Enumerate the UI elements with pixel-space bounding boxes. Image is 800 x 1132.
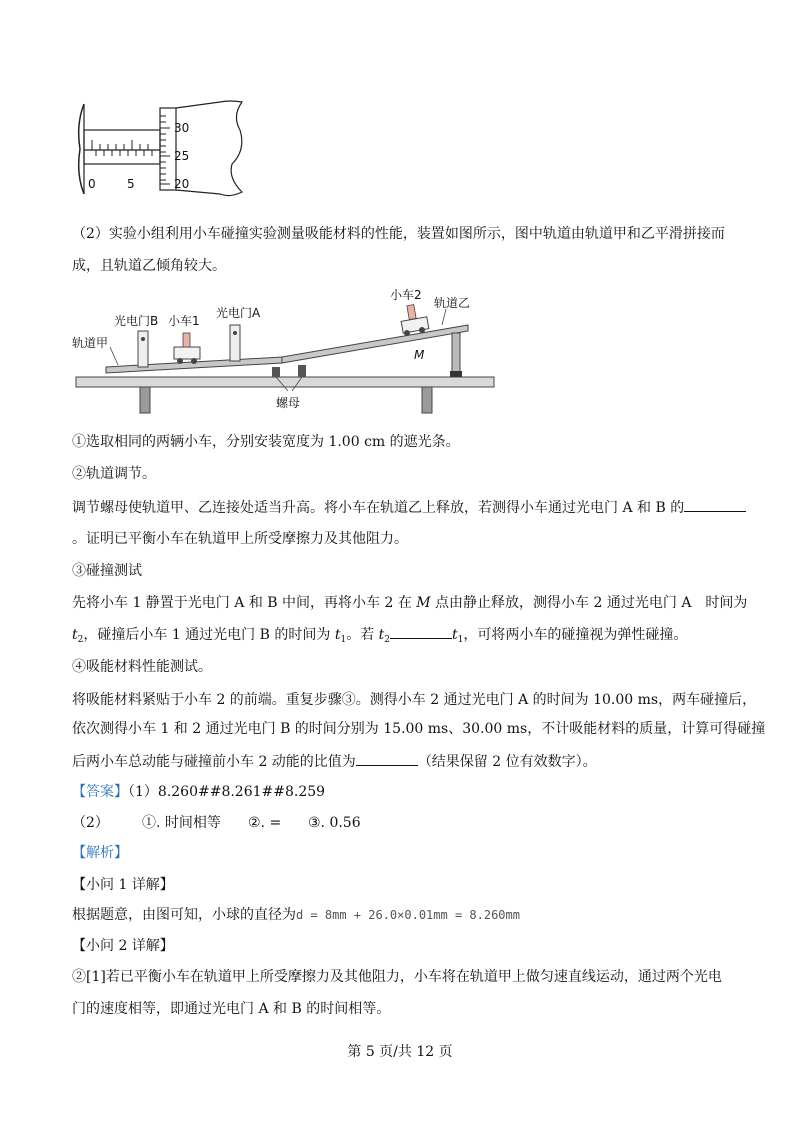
thimble-label-30: 30: [174, 121, 190, 135]
step4-line2: 依次测得小车 1 和 2 通过光电门 B 的时间分别为 15.00 ms、30.00 ms，不计吸能材料的质量，计算可得碰撞: [72, 721, 766, 737]
step3-line1: [72, 593, 747, 613]
answer-blank-2[interactable]: [390, 624, 452, 639]
label-car2: 小车2: [390, 288, 422, 302]
analysis-sub1-text: [72, 905, 520, 925]
analysis-label: 【解析】: [72, 845, 128, 861]
label-track-jia: 轨道甲: [72, 336, 109, 350]
label-car1: 小车1: [168, 314, 200, 328]
label-point-m: M: [414, 348, 425, 362]
step4-line3-a: 后两小车总动能与碰撞前小车 2 动能的比值为: [72, 754, 356, 770]
step2-title: ②轨道调节。: [72, 466, 156, 482]
main-scale-label-5: 5: [127, 177, 135, 191]
answer-line1: [72, 782, 325, 802]
answer-part1: （1）8.260##8.261##8.259: [128, 784, 326, 800]
label-gate-b: 光电门B: [114, 314, 159, 328]
label-gate-a: 光电门A: [216, 306, 261, 320]
thimble-label-25: 25: [174, 149, 190, 163]
var-t2b-sub: 2: [384, 635, 391, 645]
var-t1b-sub: 1: [457, 635, 464, 645]
label-track-yi: 轨道乙: [434, 296, 471, 310]
answer-part2-1: ①. 时间相等: [142, 815, 221, 831]
step2-line1-text: 调节螺母使轨道甲、乙连接处适当升高。将小车在轨道乙上释放，若测得小车通过光电门 A 和 B 的: [72, 500, 685, 516]
answer-part2-2: ②. =: [248, 815, 282, 831]
main-scale-label-0: 0: [88, 177, 96, 191]
analysis-sub1-title: 【小问 1 详解】: [72, 877, 174, 893]
analysis-sub1-body: 根据题意，由图可知，小球的直径为: [72, 907, 296, 923]
var-t1b: t: [452, 627, 458, 643]
var-t2b: t: [378, 627, 385, 643]
step4-title: ④吸能材料性能测试。: [72, 659, 212, 675]
analysis-sub2-line2: 门的速度相等，即通过光电门 A 和 B 的时间相等。: [72, 1001, 391, 1017]
label-nut: 螺母: [276, 396, 301, 410]
analysis-sub2-title: 【小问 2 详解】: [72, 938, 174, 954]
point-m: M: [416, 595, 431, 611]
micrometer-figure: [70, 94, 270, 204]
answer-part2-3: ③. 0.56: [308, 815, 361, 831]
q2-intro-line1: （2）实验小组利用小车碰撞实验测量吸能材料的性能，装置如图所示，图中轨道由轨道甲和乙平滑拼接而: [72, 226, 725, 242]
var-t1-sub: 1: [340, 635, 347, 645]
step3-line1-b: 点由静止释放，测得小车 2 通过光电门 A 时间为: [430, 595, 748, 611]
answer-part2-label: （2）: [72, 815, 109, 831]
step3-line2-c: ，可将两小车的碰撞视为弹性碰撞。: [463, 627, 688, 643]
q2-intro-line2: 成，且轨道乙倾角较大。: [72, 258, 226, 274]
var-t2-sub: 2: [77, 635, 84, 645]
answer-blank-1[interactable]: [684, 497, 746, 512]
answer-blank-3[interactable]: [356, 751, 418, 766]
step1: ①选取相同的两辆小车，分别安装宽度为 1.00 cm 的遮光条。: [72, 434, 460, 450]
page-footer: 第 5 页/共 12 页: [347, 1044, 453, 1060]
analysis-sub2-line1: ②[1]若已平衡小车在轨道甲上所受摩擦力及其他阻力，小车将在轨道甲上做匀速直线运动，通过两个光电: [72, 969, 722, 985]
step4-line3: [72, 751, 597, 772]
step3-title: ③碰撞测试: [72, 563, 142, 579]
step2-line1: [72, 497, 746, 518]
var-t1: t: [334, 627, 341, 643]
thimble-label-20: 20: [174, 177, 190, 191]
step3-line2-a: ，碰撞后小车 1 通过光电门 B 的时间为: [83, 627, 335, 643]
step3-line2-b: 。若: [346, 627, 379, 643]
step4-line1: 将吸能材料紧贴于小车 2 的前端。重复步骤③。测得小车 2 通过光电门 A 的时间为 10.00 ms，两车碰撞后，: [72, 692, 757, 708]
analysis-sub1-formula: d = 8mm + 26.0×0.01mm = 8.260mm: [296, 908, 520, 922]
step2-line2: 。证明已平衡小车在轨道甲上所受摩擦力及其他阻力。: [72, 531, 408, 547]
step3-line1-a: 先将小车 1 静置于光电门 A 和 B 中间，再将小车 2 在: [72, 595, 417, 611]
step4-line3-b: （结果保留 2 位有效数字）。: [417, 754, 597, 770]
step3-line2: [72, 624, 687, 650]
answer-label: 【答案】: [72, 784, 128, 800]
var-t2: t: [72, 627, 78, 643]
answer-line2: [72, 813, 361, 833]
apparatus-figure: [70, 285, 500, 425]
